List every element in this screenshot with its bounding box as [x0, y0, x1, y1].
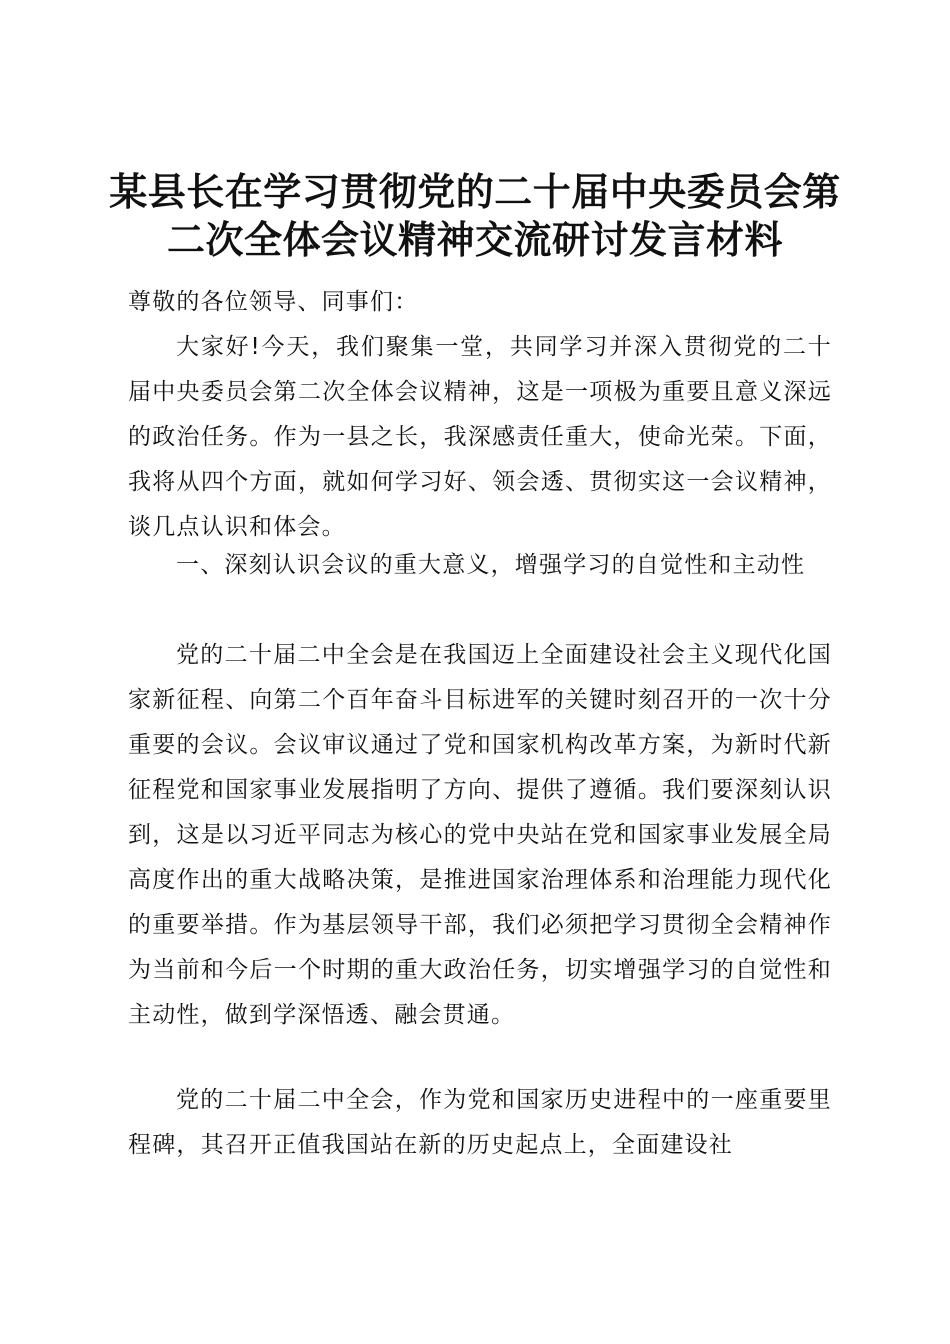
section-heading-1: 一、深刻认识会议的重大意义，增强学习的自觉性和主动性	[176, 552, 806, 578]
paragraph-intro: 大家好!今天，我们聚集一堂，共同学习并深入贯彻党的二十届中央委员会第二次全体会议精神，这是一项极为重要且意义深远的政治任务。作为一县之长，我深感责任重大，使命光荣。下面，我将从四个方面，就如何学习好、领会透、贯彻实这一会议精神，谈几点认识和体会。	[128, 334, 832, 540]
paragraph-section-1: 党的二十届二中全会是在我国迈上全面建设社会主义现代化国家新征程、向第二个百年奋斗目标进军的关键时刻召开的一次十分重要的会议。会议审议通过了党和国家机构改革方案，为新时代新征程党和国家事业发展指明了方向、提供了遵循。我们要深刻认识到，这是以习近平同志为核心的党中央站在党和国家事业发展全局高度作出的重大战略决策，是推进国家治理体系和治理能力现代化的重要举措。作为基层领导干部，我们必须把学习贯彻全会精神作为当前和今后一个时期的重大政治任务，切实增强学习的自觉性和主动性，做到学深悟透、融会贯通。	[128, 642, 832, 1028]
paragraph-continuation: 党的二十届二中全会，作为党和国家历史进程中的一座重要里程碑，其召开正值我国站在新的历史起点上，全面建设社	[128, 1087, 832, 1158]
salutation: 尊敬的各位领导、同事们：	[128, 289, 419, 315]
document-title: 某县长在学习贯彻党的二十届中央委员会第二次全体会议精神交流研讨发言材料	[109, 170, 841, 262]
